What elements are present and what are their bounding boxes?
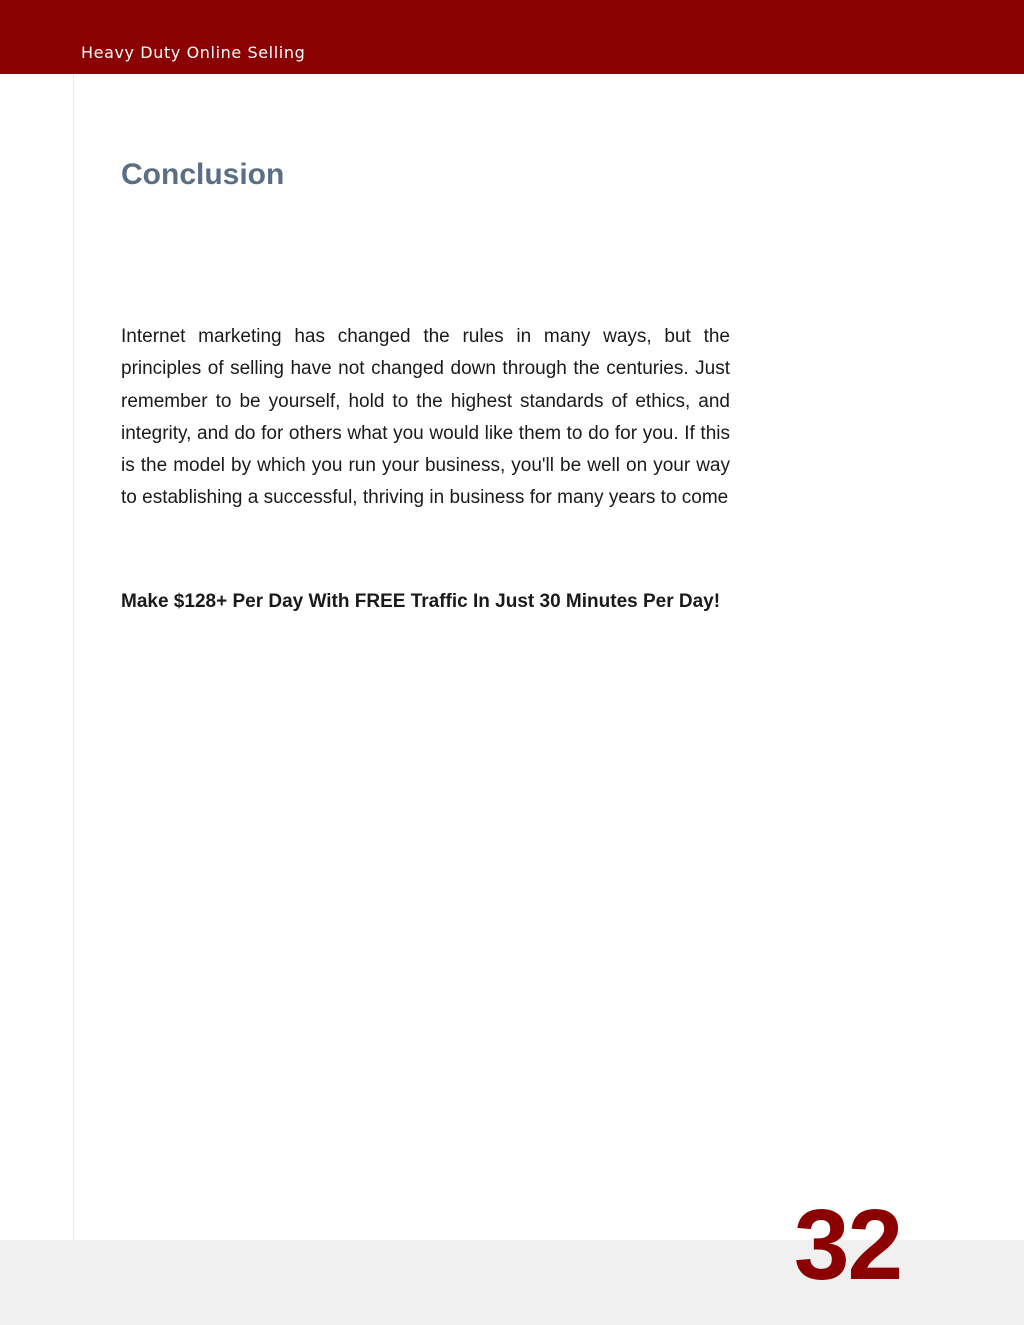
margin-rule [73, 74, 74, 1240]
page-number: 32 [793, 1189, 902, 1301]
page-title: Conclusion [121, 158, 285, 191]
body-paragraph: Internet marketing has changed the rules in many ways, but the principles of selling have not changed down through the centuries. Just remember to be yourself, hold to the highest standards of ethics, and integrity, and do for others what you would like them to do for you. If this is the model by which you run your business, you'll be well on your way to establishing a successful, thriving in business for many years to come [121, 326, 730, 509]
header-title: Heavy Duty Online Selling [81, 43, 306, 62]
cta-link[interactable]: Make $128+ Per Day With FREE Traffic In Just 30 Minutes Per Day! [121, 591, 721, 612]
header-bar [0, 0, 1024, 74]
